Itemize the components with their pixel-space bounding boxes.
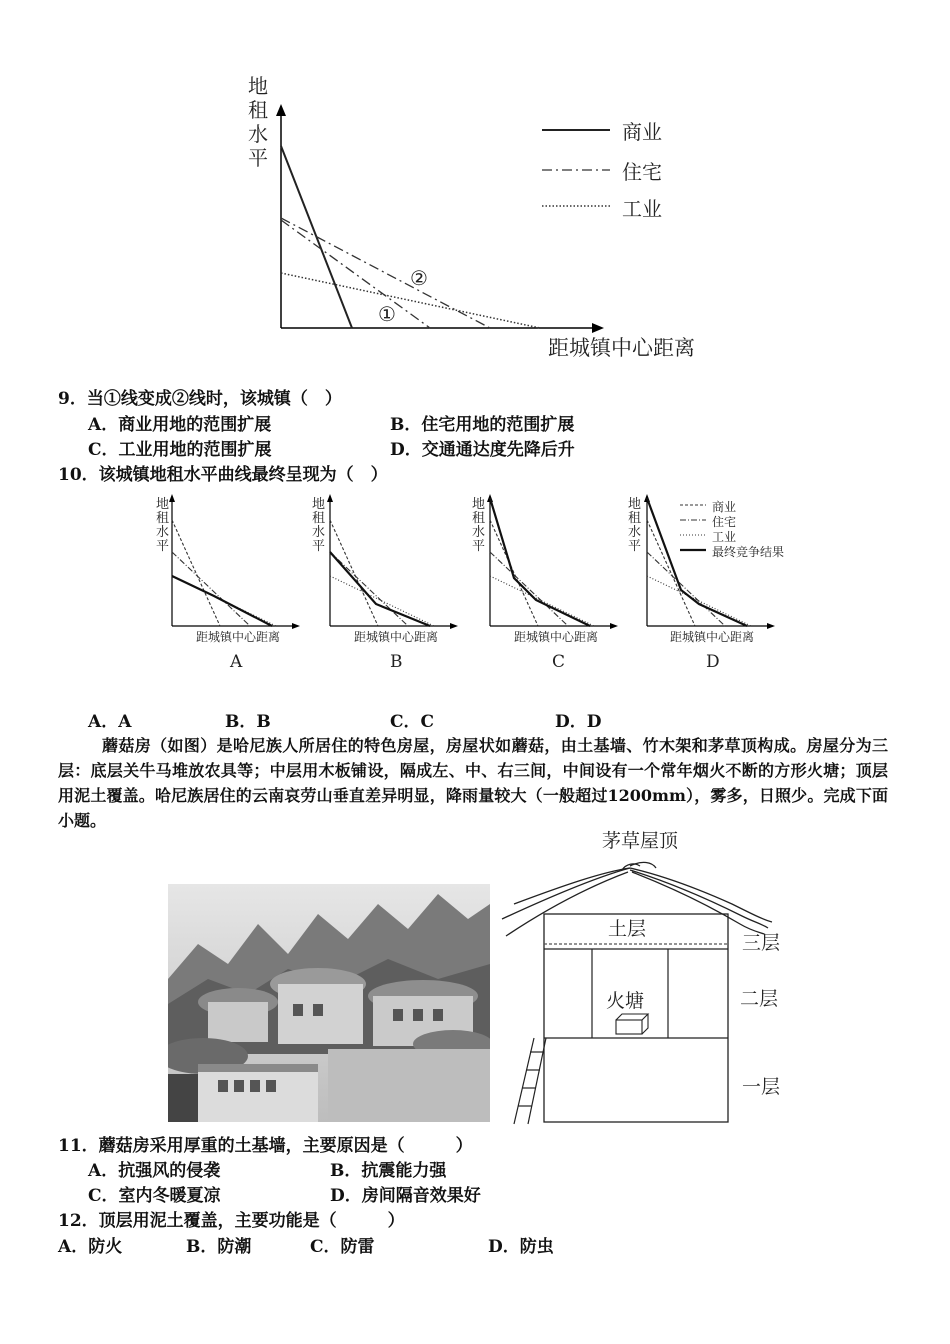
q9-stem: 9．当①线变成②线时，该城镇（ ）	[58, 389, 342, 409]
legend-residential-label: 住宅	[622, 160, 662, 184]
small-chart-d-xlabel: 距城镇中心距离	[670, 630, 755, 644]
ladder	[514, 1038, 546, 1124]
y-label-char: 租	[472, 511, 486, 526]
floor-1-label: 一层	[742, 1076, 781, 1098]
roof-label: 茅草屋顶	[602, 830, 679, 852]
y-label-char: 水	[312, 525, 326, 540]
main-rent-chart	[240, 70, 720, 370]
floor-2-label: 二层	[740, 988, 779, 1010]
q11-option-c[interactable]: C．室内冬暖夏凉	[88, 1186, 221, 1206]
photo-svg	[168, 884, 490, 1122]
small-chart-b-commercial	[330, 520, 378, 626]
q12-option-a[interactable]: A．防火	[58, 1237, 123, 1257]
small-chart-c-x-arrow	[610, 623, 618, 629]
q9-option-b[interactable]: B．住宅用地的范围扩展	[390, 415, 575, 435]
y-axis-arrow	[276, 104, 286, 116]
q9-option-c[interactable]: C．工业用地的范围扩展	[88, 440, 272, 460]
y-label-char: 水	[156, 525, 170, 540]
small-chart-c-letter: C	[552, 652, 566, 672]
small-charts-row	[150, 492, 800, 678]
mushroom-house-photo	[168, 884, 490, 1122]
small-legend-final: 最终竞争结果	[712, 545, 785, 559]
y-label-char: 地	[472, 497, 486, 512]
small-chart-c-industrial	[490, 576, 594, 626]
small-chart-b-y-arrow	[327, 494, 333, 502]
small-chart-d-residential	[647, 552, 725, 626]
y-label-char: 地	[248, 74, 268, 98]
fire-pit-box	[616, 1014, 648, 1034]
q11-option-d[interactable]: D．房间隔音效果好	[330, 1186, 481, 1206]
y-label-char: 水	[472, 525, 486, 540]
passage-text: 蘑菇房（如图）是哈尼族人所居住的特色房屋，房屋状如蘑菇，由土基墙、竹木架和茅草顶构成。房屋分为三层：底层关牛马堆放农具等；中层用木板铺设，隔成左、中、右三间，中间设有一个常年烟火不断的方形火塘；顶层用泥土覆盖。哈尼族居住的云南哀劳山垂直差异明显，降雨量较大（一般超过1200mm），雾多，日照少。完成下面小题。	[58, 736, 888, 830]
y-axis-label	[246, 74, 270, 170]
small-chart-d-commercial	[647, 520, 695, 626]
y-label-char: 平	[628, 539, 642, 554]
small-chart-a-xlabel: 距城镇中心距离	[196, 630, 281, 644]
small-legend-industrial: 工业	[712, 530, 737, 544]
legend-industrial-label: 工业	[622, 197, 662, 221]
q10-stem: 10．该城镇地租水平曲线最终呈现为（ ）	[58, 465, 388, 485]
q12-option-c[interactable]: C．防雷	[310, 1237, 375, 1257]
y-label-char: 平	[472, 539, 486, 554]
q12-option-d[interactable]: D．防虫	[488, 1237, 554, 1257]
small-chart-a-final-result	[172, 576, 272, 626]
y-label-char: 地	[156, 497, 170, 512]
small-chart-d-letter: D	[706, 652, 720, 672]
small-chart-a-residential	[172, 552, 250, 626]
y-label-char: 水	[628, 525, 642, 540]
small-chart-b-industrial	[330, 576, 434, 626]
small-chart-b-final-result	[330, 552, 430, 626]
small-chart-b-ylabel	[312, 498, 326, 554]
q9-option-d[interactable]: D．交通通达度先降后升	[390, 440, 575, 460]
small-chart-d-ylabel	[628, 498, 642, 554]
y-label-char: 平	[248, 146, 268, 170]
y-label-char: 租	[628, 511, 642, 526]
passage	[58, 733, 888, 833]
soil-layer-label: 土层	[608, 918, 647, 940]
y-label-char: 地	[628, 497, 642, 512]
small-chart-c-xlabel: 距城镇中心距离	[514, 630, 599, 644]
y-label-char: 平	[312, 539, 326, 554]
q11-option-b[interactable]: B．抗震能力强	[330, 1161, 447, 1181]
y-label-char: 租	[156, 511, 170, 526]
q10-option-c[interactable]: C．C	[390, 712, 435, 732]
q11-stem: 11．蘑菇房采用厚重的土基墙，主要原因是（ ）	[58, 1136, 473, 1156]
small-chart-c-residential	[490, 552, 568, 626]
small-chart-a-letter: A	[230, 652, 243, 672]
y-label-char: 水	[248, 122, 268, 146]
small-chart-d-industrial	[647, 576, 751, 626]
small-legend-commercial: 商业	[712, 500, 737, 514]
floor-3-label: 三层	[742, 932, 781, 954]
y-label-char: 租	[312, 511, 326, 526]
y-label-char: 租	[248, 98, 268, 122]
marker-2: ②	[410, 266, 428, 290]
small-chart-b-xlabel: 距城镇中心距离	[354, 630, 439, 644]
legend-commercial-label: 商业	[622, 120, 662, 144]
q9-option-a[interactable]: A．商业用地的范围扩展	[88, 415, 272, 435]
y-label-char: 地	[312, 497, 326, 512]
x-axis-label: 距城镇中心距离	[548, 336, 695, 360]
small-chart-a-ylabel	[156, 498, 170, 554]
small-chart-b-letter: B	[390, 652, 403, 672]
marker-1: ①	[378, 302, 396, 326]
house-diagram	[492, 824, 812, 1129]
small-legend-residential: 住宅	[712, 515, 737, 529]
q10-option-d[interactable]: D．D	[555, 712, 602, 732]
residential-line-1	[281, 220, 430, 328]
fire-pit-label: 火塘	[606, 990, 645, 1012]
q12-stem: 12．顶层用泥土覆盖，主要功能是（ ）	[58, 1211, 405, 1231]
small-chart-a-commercial	[172, 520, 220, 626]
q12-option-b[interactable]: B．防潮	[186, 1237, 252, 1257]
q11-option-a[interactable]: A．抗强风的侵袭	[88, 1161, 221, 1181]
small-chart-c-ylabel	[472, 498, 486, 554]
small-chart-d-x-arrow	[767, 623, 775, 629]
small-chart-b-residential	[330, 552, 408, 626]
small-chart-c-final-result	[490, 498, 590, 626]
house-walls	[544, 914, 728, 1122]
small-chart-a-x-arrow	[292, 623, 300, 629]
small-chart-b-x-arrow	[450, 623, 458, 629]
q10-option-b[interactable]: B．B	[225, 712, 271, 732]
y-label-char: 平	[156, 539, 170, 554]
q10-option-a[interactable]: A．A	[88, 712, 132, 732]
small-chart-c-commercial	[490, 520, 538, 626]
